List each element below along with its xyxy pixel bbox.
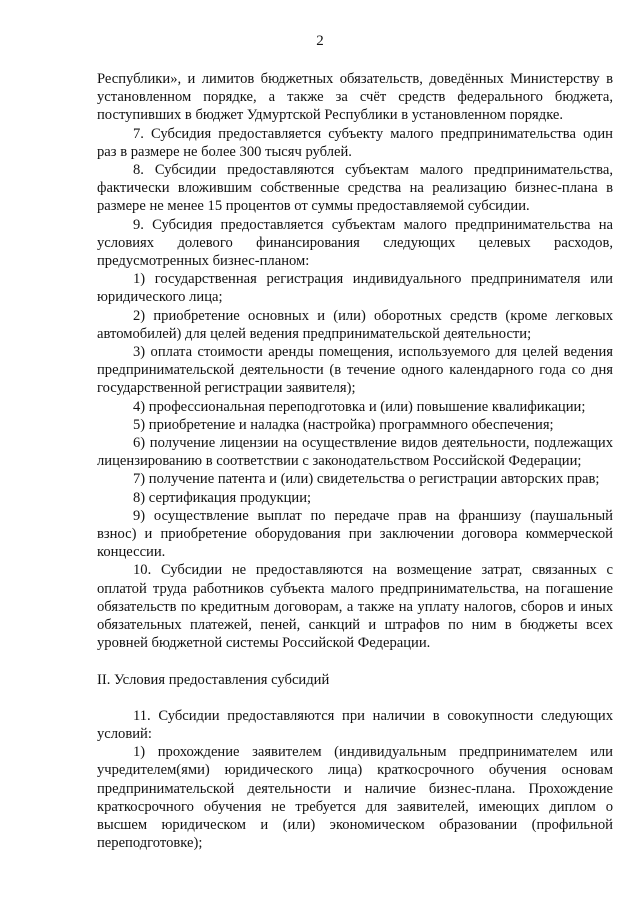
paragraph-10: 10. Субсидии не предоставляются на возмещение затрат, связанных с оплатой труда работников субъекта малого предпринимательства, на погашение обязательств по кредитным договорам, а также на уплату налогов, сборов и иных обязательных платежей, пеней, санкций и штрафов по ним в бюджеты всех уровней бюджетной системы Российской Федерации. <box>97 562 613 652</box>
list-item-9-1: 1) государственная регистрация индивидуального предпринимателя или юридического лица; <box>97 271 613 306</box>
page-number: 2 <box>316 33 324 49</box>
section-title: II. Условия предоставления субсидий <box>97 671 330 688</box>
list-item-9-7: 7) получение патента и (или) свидетельства о регистрации авторских прав; <box>133 471 600 488</box>
paragraph-11: 11. Субсидии предоставляются при наличии в совокупности следующих условий: <box>97 707 613 742</box>
list-item-9-2: 2) приобретение основных и (или) оборотных средств (кроме легковых автомобилей) для целей ведения предпринимательской деятельности; <box>97 307 613 342</box>
document-body <box>97 70 613 852</box>
list-item-9-8: 8) сертификация продукции; <box>133 489 312 506</box>
paragraph-8: 8. Субсидии предоставляются субъектам малого предпринимательства, фактически вложившим собственные средства на реализацию бизнес-плана в размере не менее 15 процентов от суммы предоставляемой субсидии. <box>97 162 613 215</box>
paragraph-continuation: Республики», и лимитов бюджетных обязательств, доведённых Министерству в установленном порядке, а также за счёт средств федерального бюджета, поступивших в бюджет Удмуртской Республики в установленном порядке. <box>97 71 613 124</box>
paragraph-7: 7. Субсидия предоставляется субъекту малого предпринимательства один раз в размере не более 300 тысяч рублей. <box>97 125 613 160</box>
list-item-9-6: 6) получение лицензии на осуществление видов деятельности, подлежащих лицензированию в соответствии с законодательством Российской Федерации; <box>97 435 613 470</box>
list-item-9-5: 5) приобретение и наладка (настройка) программного обеспечения; <box>133 416 554 433</box>
list-item-9-9: 9) осуществление выплат по передаче прав на франшизу (паушальный взнос) и приобретение оборудования при заключении договора коммерческой концессии. <box>97 507 613 561</box>
list-item-9-4: 4) профессиональная переподготовка и (или) повышение квалификации; <box>133 398 586 415</box>
list-item-9-3: 3) оплата стоимости аренды помещения, используемого для целей ведения предпринимательской деятельности (в течение одного календарного года со дня государственной регистрации заявителя); <box>97 344 613 397</box>
list-item-11-1: 1) прохождение заявителем (индивидуальным предпринимателем или учредителем(ями) юридического лица) краткосрочного обучения основам предпринимательской деятельности и наличие бизнес-плана. Прохождение краткосрочного обучения не требуется для заявителей, имеющих диплом о высшем юридическом и (или) экономическом образовании (профильной переподготовке); <box>97 744 613 852</box>
paragraph-9: 9. Субсидия предоставляется субъектам малого предпринимательства на условиях долевого финансирования следующих целевых расходов, предусмотренных бизнес-планом: <box>97 216 613 270</box>
